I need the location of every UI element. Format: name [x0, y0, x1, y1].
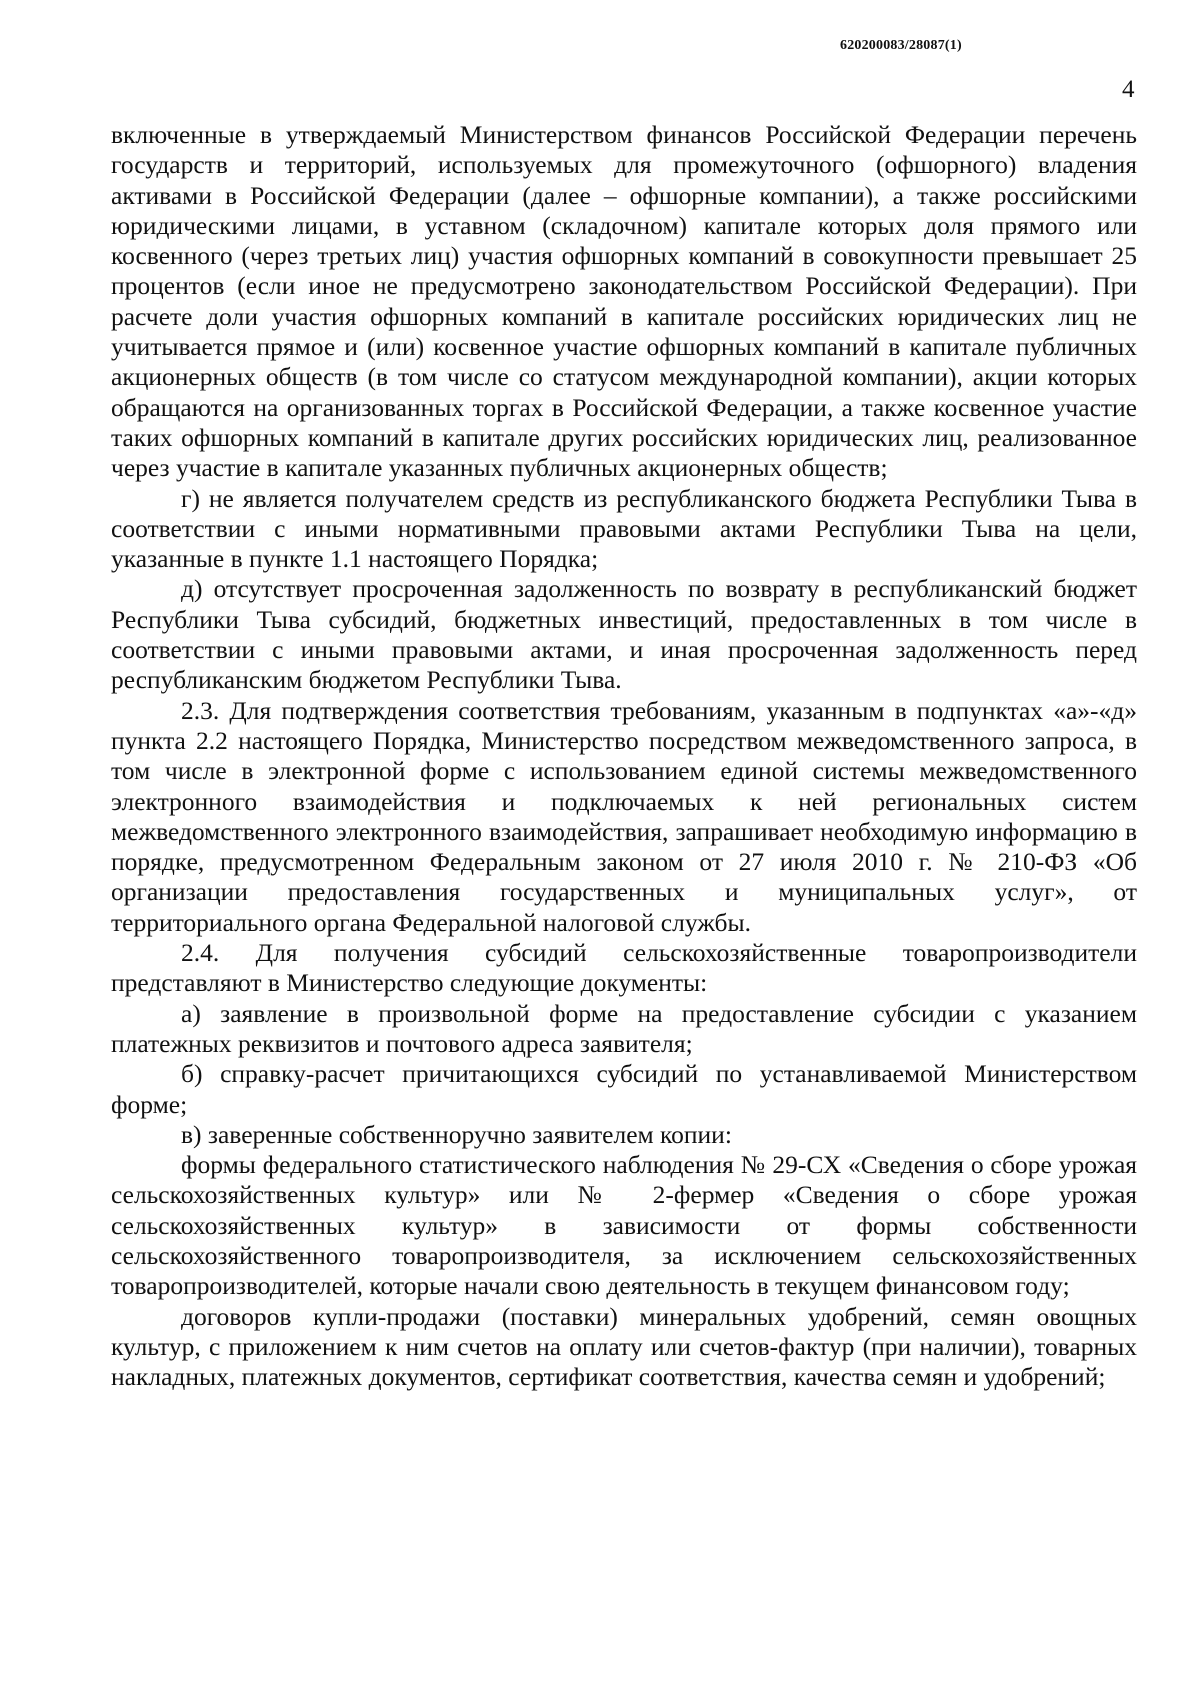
paragraph-5: 2.4. Для получения субсидий сельскохозяйственные товаропроизводители представляют в Министерство следующие документы:	[111, 938, 1137, 998]
paragraph-2: г) не является получателем средств из республиканского бюджета Республики Тыва в соответствии с иными нормативными правовыми актами Республики Тыва на цели, указанные в пункте 1.1 настоящего Порядка;	[111, 483, 1137, 574]
paragraph-6: а) заявление в произвольной форме на предоставление субсидии с указанием платежных реквизитов и почтового адреса заявителя;	[111, 998, 1137, 1058]
paragraph-3: д) отсутствует просроченная задолженность по возврату в республиканский бюджет Республики Тыва субсидий, бюджетных инвестиций, предоставленных в том числе в соответствии с иными правовыми актами, и иная просроченная задолженность перед республиканским бюджетом Республики Тыва.	[111, 574, 1137, 695]
paragraph-1: включенные в утверждаемый Министерством финансов Российской Федерации перечень государств и территорий, используемых для промежуточного (офшорного) владения активами в Российской Федерации (далее – офшорные компании), а также российскими юридическими лицами, в уставном (складочном) капитале которых доля прямого или косвенного (через третьих лиц) участия офшорных компаний в совокупности превышает 25 процентов (если иное не предусмотрено законодательством Российской Федерации). При расчете доли участия офшорных компаний в капитале российских юридических лиц не учитывается прямое и (или) косвенное участие офшорных компаний в капитале публичных акционерных обществ (в том числе со статусом международной компании), акции которых обращаются на организованных торгах в Российской Федерации, а также косвенное участие таких офшорных компаний в капитале других российских юридических лиц, реализованное через участие в капитале указанных публичных акционерных обществ;	[111, 120, 1137, 483]
paragraph-4: 2.3. Для подтверждения соответствия требованиям, указанным в подпунктах «а»-«д» пункта 2.2 настоящего Порядка, Министерство посредством межведомственного запроса, в том числе в электронной форме с использованием единой системы межведомственного электронного взаимодействия и подключаемых к ней региональных систем межведомственного электронного взаимодействия, запрашивает необходимую информацию в порядке, предусмотренном Федеральным законом от 27 июля 2010 г. № 210-ФЗ «Об организации предоставления государственных и муниципальных услуг», от территориального органа Федеральной налоговой службы.	[111, 695, 1137, 937]
paragraph-9: формы федерального статистического наблюдения № 29-СХ «Сведения о сборе урожая сельскохозяйственных культур» или № 2-фермер «Сведения о сборе урожая сельскохозяйственных культур» в зависимости от формы собственности сельскохозяйственного товаропроизводителя, за исключением сельскохозяйственных товаропроизводителей, которые начали свою деятельность в текущем финансовом году;	[111, 1150, 1137, 1301]
paragraph-10: договоров купли-продажи (поставки) минеральных удобрений, семян овощных культур, с приложением к ним счетов на оплату или счетов-фактур (при наличии), товарных накладных, платежных документов, сертификат соответствия, качества семян и удобрений;	[111, 1301, 1137, 1392]
paragraph-7: б) справку-расчет причитающихся субсидий по устанавливаемой Министерством форме;	[111, 1059, 1137, 1119]
document-id: 620200083/28087(1)	[840, 38, 962, 53]
paragraph-8: в) заверенные собственноручно заявителем копии:	[181, 1119, 732, 1149]
document-body	[111, 120, 1137, 1392]
page-number: 4	[1122, 76, 1135, 103]
